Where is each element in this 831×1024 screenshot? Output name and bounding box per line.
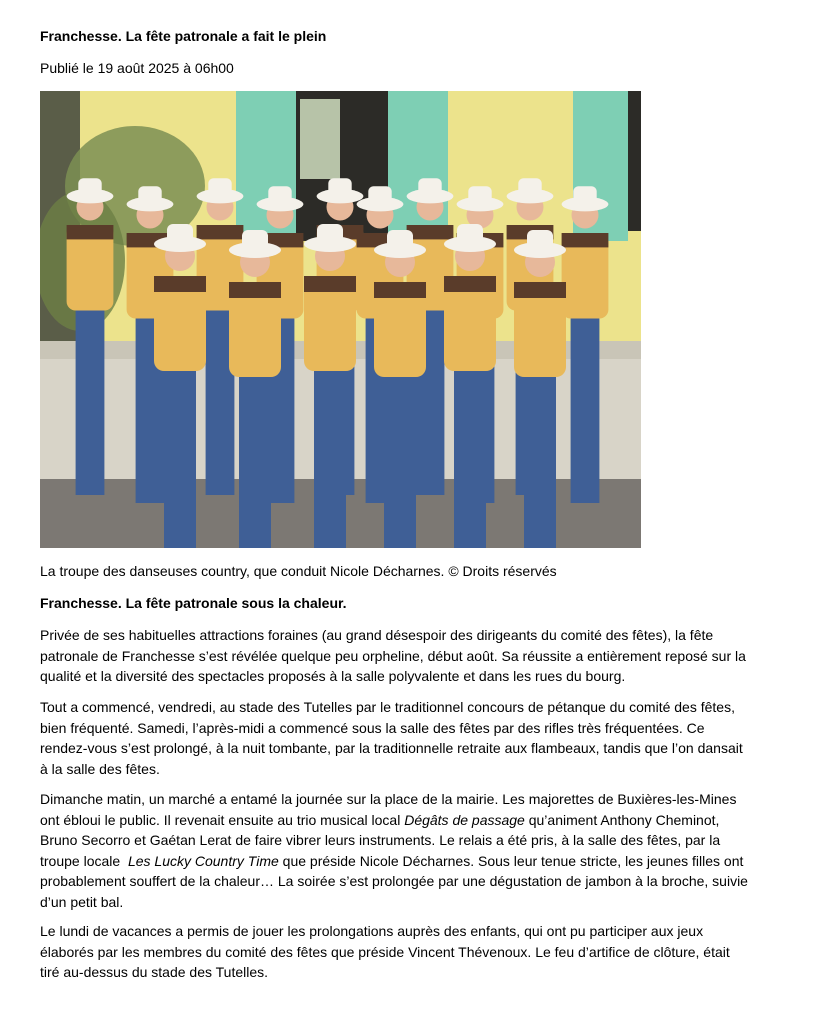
- paragraph-line: à la salle des fêtes.: [40, 760, 160, 777]
- paragraph-line: qualité et la diversité des spectacles proposés à la salle polyvalente et dans les rues du bourg.: [40, 668, 626, 684]
- paragraph-line: probablement souffert de la chaleur… La soirée s’est prolongée par une dégustation de jambon à la broche, suivie: [40, 873, 748, 889]
- paragraph-line: Privée de ses habituelles attractions foraines (au grand désespoir des dirigeants du comité des fêtes), la fête: [40, 627, 714, 643]
- text-run: que préside Nicole Décharnes. Sous leur tenue stricte, les jeunes filles ont: [278, 852, 744, 869]
- publication-date: Publié le 19 août 2025 à 06h00: [40, 60, 234, 76]
- paragraph-line: Dimanche matin, un marché a entamé la journée sur la place de la mairie. Les majorettes de Buxières-les-Mines: [40, 791, 737, 807]
- photo-caption: La troupe des danseuses country, que conduit Nicole Décharnes. © Droits réservés: [40, 563, 557, 579]
- paragraph-line: [40, 851, 800, 872]
- paragraph-line: rendez-vous s’est prolongé, à la nuit tombante, par la traditionnelle retraite aux flambeaux, tandis que l’on dansait: [40, 740, 743, 756]
- paragraph-line: [40, 810, 800, 831]
- paragraph-1: [40, 625, 800, 687]
- paragraph-line: Tout a commencé, vendredi, au stade des Tutelles par le traditionnel concours de pétanque du comité des fêtes,: [40, 699, 735, 715]
- text-run: troupe locale: [40, 852, 128, 869]
- photo-illustration: [40, 91, 641, 548]
- paragraph-4: [40, 921, 800, 983]
- text-run: ont ébloui le public. Il revenait ensuite au trio musical local: [40, 811, 405, 828]
- paragraph-line: Bruno Secorro et Gaétan Lerat de faire vibrer leurs instruments. Le relais a été pris, à la salle des fêtes, par la: [40, 832, 721, 848]
- paragraph-line: d’un petit bal.: [40, 893, 124, 910]
- text-run: qu’animent Anthony Cheminot,: [524, 811, 720, 828]
- paragraph-line: Le lundi de vacances a permis de jouer les prolongations auprès des enfants, qui ont pu participer aux jeux: [40, 923, 704, 939]
- troupe-name: Les Lucky Country Time: [127, 852, 279, 869]
- paragraph-line: bien fréquenté. Samedi, l’après-midi a commencé sous la salle des fêtes par des rifles très fréquentées. Ce: [40, 719, 705, 736]
- paragraph-3: [40, 789, 800, 912]
- paragraph-line: élaborés par les membres du comité des fêtes que préside Vincent Thévenoux. Le feu d’artifice de clôture, était: [40, 943, 730, 960]
- paragraph-2: [40, 697, 800, 779]
- paragraph-line: patronale de Franchesse s’est révélée quelque peu orpheline, début août. Sa réussite a entièrement reposé sur la: [40, 647, 746, 664]
- paragraph-line: tiré au-dessus du stade des Tutelles.: [40, 964, 269, 980]
- article-title: Franchesse. La fête patronale a fait le plein: [40, 28, 327, 44]
- band-name: Dégâts de passage: [404, 811, 525, 828]
- article-subheading: Franchesse. La fête patronale sous la chaleur.: [40, 595, 347, 611]
- article-photo[interactable]: [40, 91, 641, 548]
